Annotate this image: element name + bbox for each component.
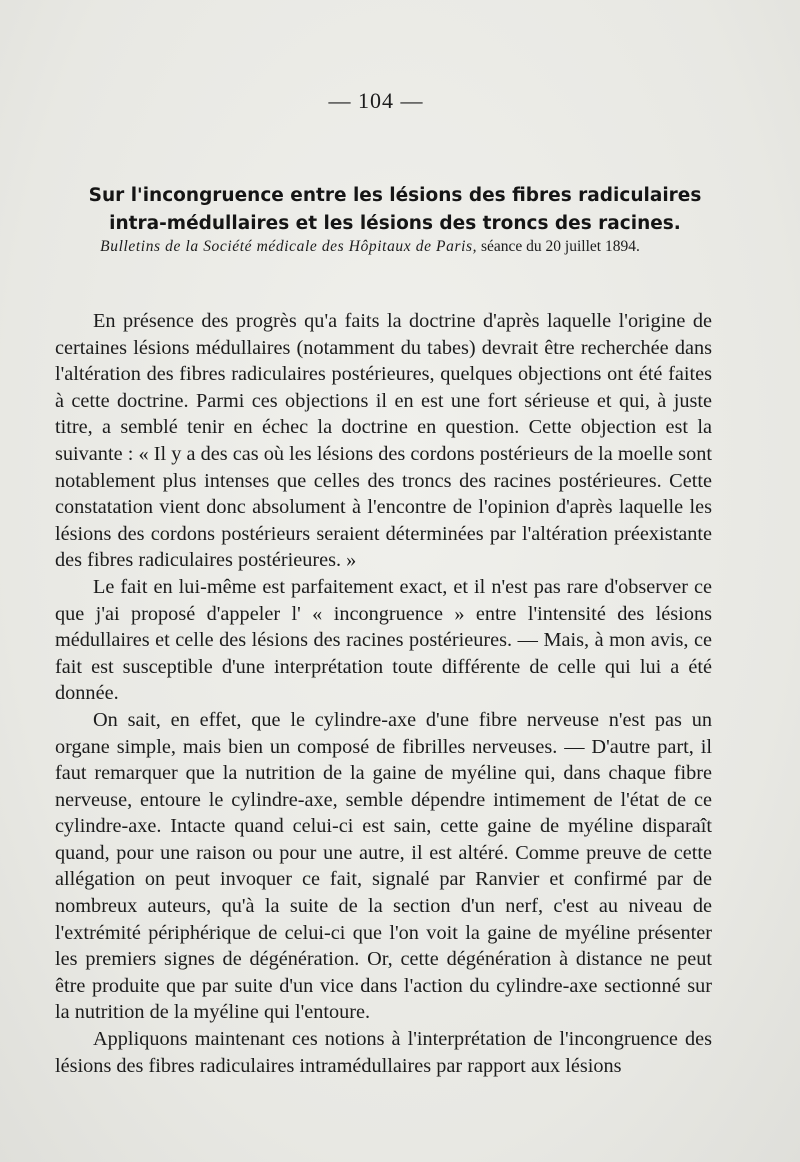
article-source: [70, 236, 670, 258]
paragraph-2: Le fait en lui-même est parfaitement exact, et il n'est pas rare d'observer ce que j'ai proposé d'appeler l' « incongruence » entre l'intensité des lésions médullaires et celle des lésions des racines postérieures. — Mais, à mon avis, ce fait est susceptible d'une interprétation toute différente de celle qui lui a été donnée.: [55, 575, 712, 705]
paragraph-1: En présence des progrès qu'a faits la doctrine d'après laquelle l'origine de certaines lésions médullaires (notamment du tabes) devrait être recherchée dans l'altération des fibres radiculaires postérieures, quelques objections ont été faites à cette doctrine. Parmi ces objections il en est une fort sérieuse et qui, à juste titre, a semblé tenir en échec la doctrine en question. Cette objection est la suivante : « Il y a des cas où les lésions des cordons postérieurs de la moelle sont notablement plus intenses que celles des troncs des racines postérieures. Cette constatation vient donc absolument à l'encontre de l'opinion d'après laquelle les lésions des cordons postérieurs seraient déterminées par l'altération préexistante des fibres radiculaires postérieures. »: [55, 310, 712, 572]
article-title: Sur l'incongruence entre les lésions des fibres radiculaires intra-médullaires et les lésions des troncs des racines.: [88, 185, 702, 234]
paragraph-4: Appliquons maintenant ces notions à l'interprétation de l'incongruence des lésions des fibres radiculaires intramédullaires par rapport aux lésions: [55, 1028, 712, 1077]
paragraph-3: On sait, en effet, que le cylindre-axe d'une fibre nerveuse n'est pas un organe simple, mais bien un composé de fibrilles nerveuses. — D'autre part, il faut remarquer que la nutrition de la gaine de myéline qui, dans chaque fibre nerveuse, entoure le cylindre-axe, semble dépendre intimement de l'état de ce cylindre-axe. Intacte quand celui-ci est sain, cette gaine de myéline disparaît quand, pour une raison ou pour une autre, il est altéré. Comme preuve de cette allégation on peut invoquer ce fait, signalé par Ranvier et confirmé par de nombreux auteurs, qu'à la suite de la section d'un nerf, c'est au niveau de l'extrémité périphérique de celui-ci que l'on voit la gaine de myéline présenter les premiers signes de dégénération. Or, cette dégénération à distance ne peut être produite que par suite d'un vice dans l'action du cylindre-axe sectionné sur la nutrition de la myéline qui l'entoure.: [55, 708, 712, 1024]
journal-name: Bulletins de la Société médicale des Hôpitaux de Paris,: [100, 238, 478, 255]
body-text: [55, 308, 712, 1079]
page-number: — 104 —: [328, 88, 424, 113]
session-date: séance du 20 juillet 1894.: [480, 238, 640, 255]
